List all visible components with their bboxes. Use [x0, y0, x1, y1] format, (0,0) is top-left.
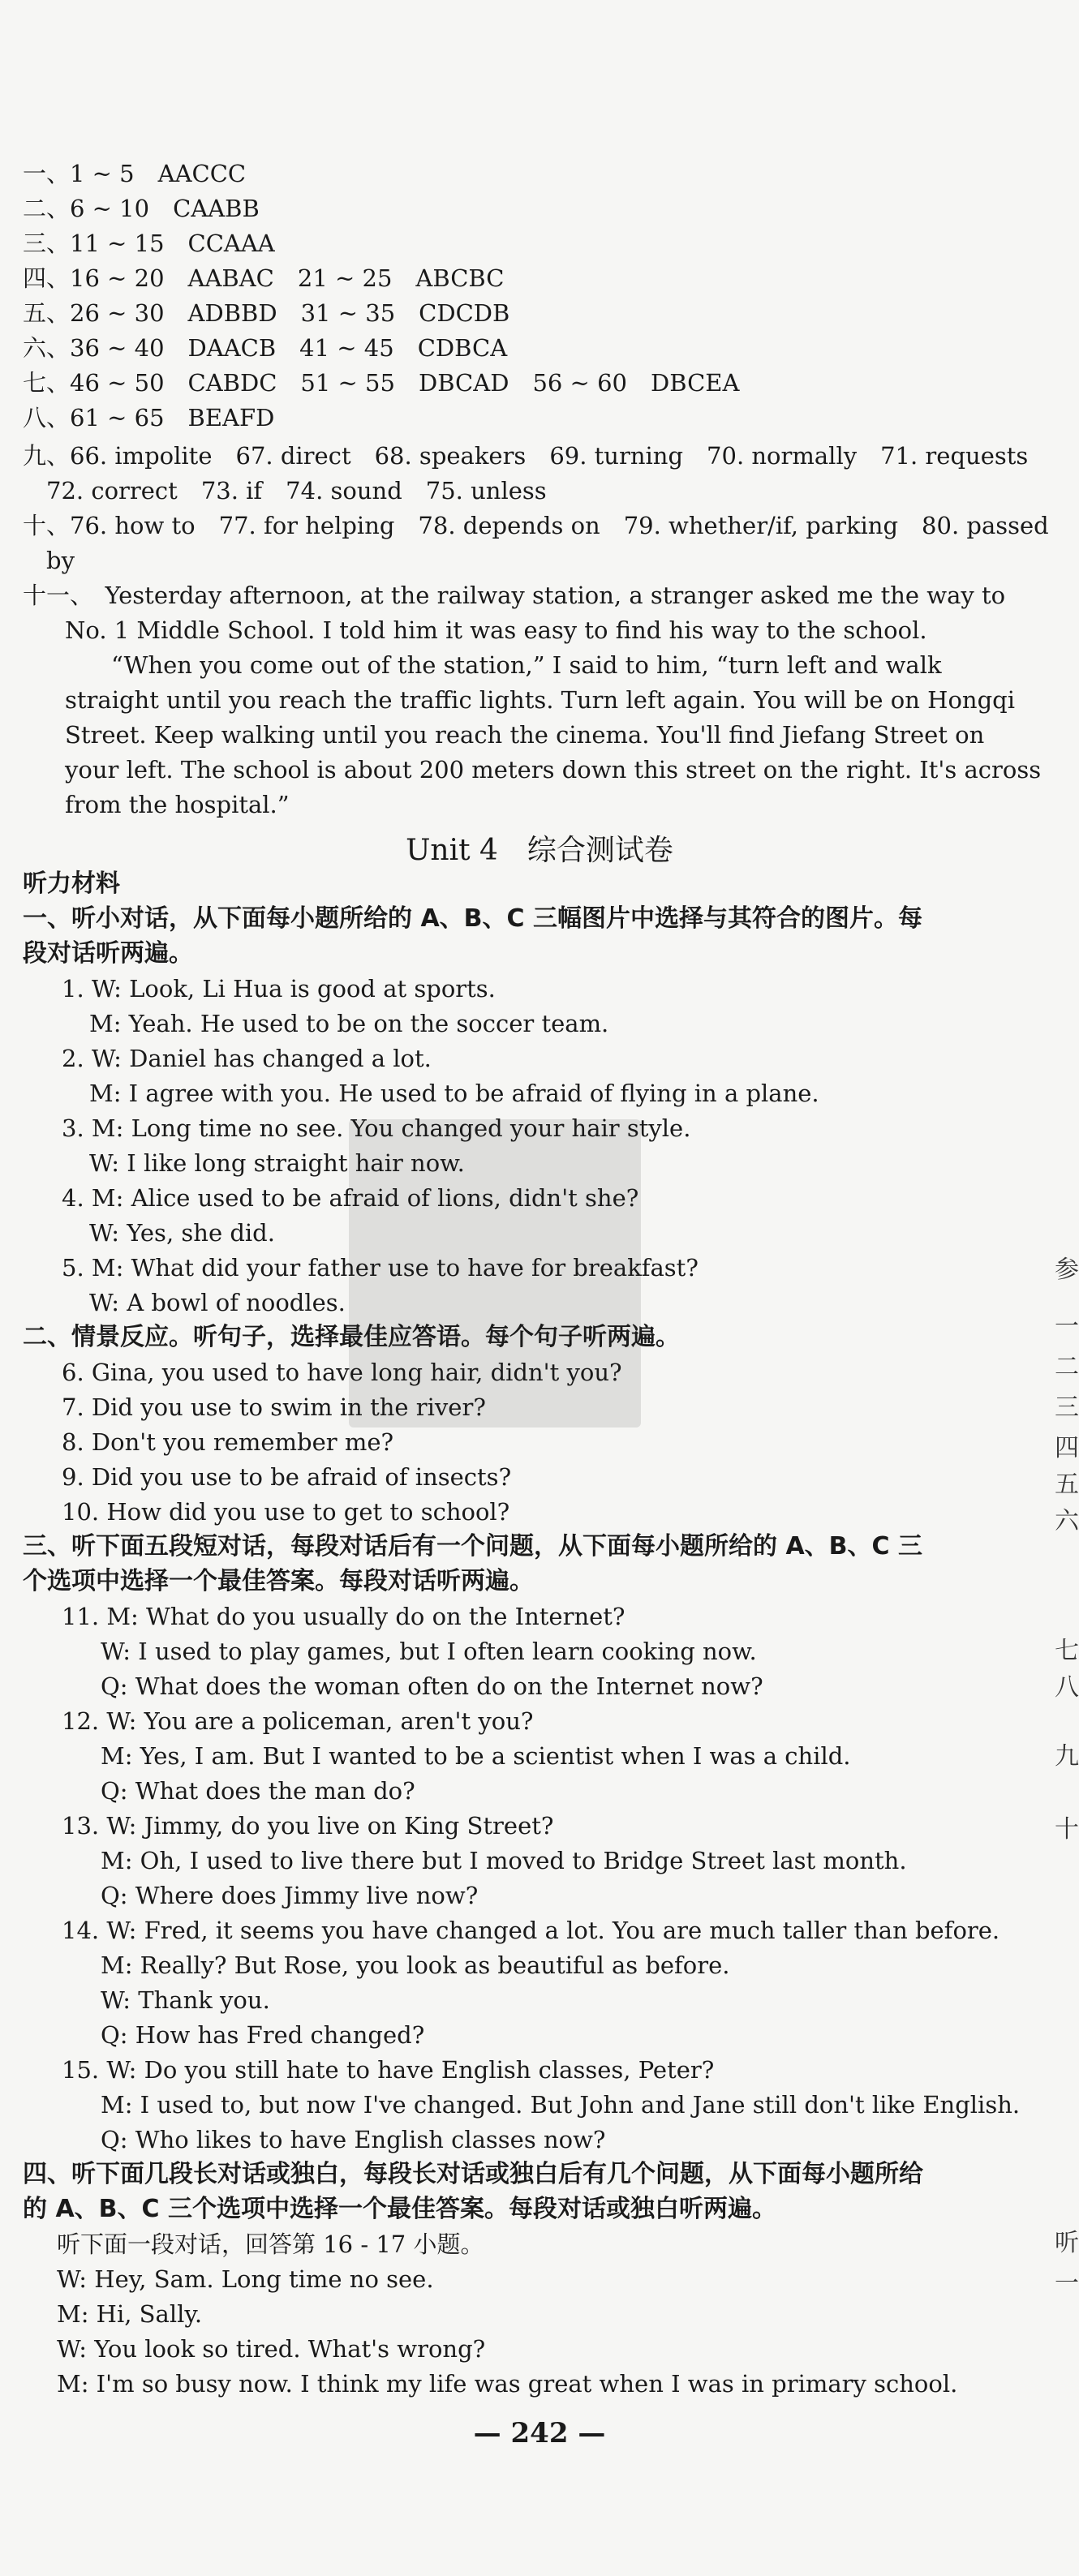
- dialogue-line: M: I agree with you. He used to be afraid of flying in a plane.: [89, 1080, 819, 1107]
- answer-line: 十、76. how to 77. for helping 78. depends on 79. whether/if, parking 80. passed: [23, 512, 1049, 539]
- sentence-line: 10. How did you use to get to school?: [62, 1498, 510, 1526]
- dialogue-line: W: Hey, Sam. Long time no see.: [57, 2265, 434, 2293]
- edge-glyph: 九: [1055, 1742, 1079, 1771]
- section-heading: 三、听下面五段短对话，每段对话后有一个问题，从下面每小题所给的 A、B、C 三: [23, 1532, 922, 1561]
- edge-glyph: 五: [1055, 1470, 1079, 1499]
- answer-line: 四、16 ~ 20 AABAC 21 ~ 25 ABCBC: [23, 264, 505, 292]
- dialogue-line: M: Yes, I am. But I wanted to be a scientist when I was a child.: [101, 1742, 851, 1770]
- dialogue-line: W: A bowl of noodles.: [89, 1289, 346, 1316]
- answer-line: 三、11 ~ 15 CCAAA: [23, 230, 275, 257]
- dialogue-line: Q: Who likes to have English classes now?: [101, 2126, 606, 2153]
- essay-line: Street. Keep walking until you reach the cinema. You'll find Jiefang Street on: [65, 721, 985, 749]
- sentence-line: 8. Don't you remember me?: [62, 1428, 394, 1456]
- dialogue-line: M: Really? But Rose, you look as beautiful as before.: [101, 1951, 730, 1979]
- dialogue-line: Q: What does the woman often do on the Internet now?: [101, 1672, 763, 1700]
- section-heading: 四、听下面几段长对话或独白，每段长对话或独白后有几个问题，从下面每小题所给: [23, 2160, 923, 2188]
- essay-line: No. 1 Middle School. I told him it was easy to find his way to the school.: [65, 616, 927, 644]
- dialogue-line: 13. W: Jimmy, do you live on King Street?: [62, 1812, 554, 1840]
- dialogue-line: M: Hi, Sally.: [57, 2300, 203, 2328]
- answer-line: 五、26 ~ 30 ADBBD 31 ~ 35 CDCDB: [23, 299, 510, 327]
- answer-line: 二、6 ~ 10 CAABB: [23, 195, 260, 222]
- section-heading: 的 A、B、C 三个选项中选择一个最佳答案。每段对话或独白听两遍。: [23, 2195, 776, 2223]
- sentence-line: 7. Did you use to swim in the river?: [62, 1393, 486, 1421]
- essay-line: from the hospital.”: [65, 791, 290, 818]
- dialogue-line: 12. W: You are a policeman, aren't you?: [62, 1707, 534, 1735]
- dialogue-line: M: Oh, I used to live there but I moved to Bridge Street last month.: [101, 1847, 907, 1874]
- section-heading: 个选项中选择一个最佳答案。每段对话听两遍。: [23, 1567, 534, 1595]
- answer-line: 72. correct 73. if 74. sound 75. unless: [23, 477, 547, 504]
- dialogue-line: M: Yeah. He used to be on the soccer team.: [89, 1010, 609, 1037]
- edge-glyph: 四: [1055, 1434, 1079, 1462]
- dialogue-line: Q: What does the man do?: [101, 1777, 415, 1805]
- unit-title: Unit 4 综合测试卷: [406, 834, 673, 867]
- essay-line: “When you come out of the station,” I said to him, “turn left and walk: [88, 651, 942, 679]
- dialogue-line: 1. W: Look, Li Hua is good at sports.: [62, 975, 496, 1002]
- essay-line: 十一、 Yesterday afternoon, at the railway station, a stranger asked me the way to: [23, 582, 1006, 609]
- dialogue-line: 3. M: Long time no see. You changed your hair style.: [62, 1114, 691, 1142]
- dialogue-line: 15. W: Do you still hate to have English classes, Peter?: [62, 2056, 715, 2084]
- edge-glyph: 七: [1055, 1637, 1079, 1665]
- sentence-line: 9. Did you use to be afraid of insects?: [62, 1463, 512, 1491]
- listening-label: 听力材料: [23, 869, 120, 898]
- dialogue-line: 5. M: What did your father use to have for breakfast?: [62, 1254, 699, 1282]
- dialogue-line: W: I like long straight hair now.: [89, 1149, 465, 1177]
- answer-line: 六、36 ~ 40 DAACB 41 ~ 45 CDBCA: [23, 334, 508, 362]
- answer-line: 九、66. impolite 67. direct 68. speakers 69. turning 70. normally 71. requests: [23, 442, 1029, 470]
- section-heading: 一、听小对话，从下面每小题所给的 A、B、C 三幅图片中选择与其符合的图片。每: [23, 904, 922, 933]
- edge-glyph: 一: [1055, 2269, 1079, 2298]
- dialogue-line: M: I used to, but now I've changed. But John and Jane still don't like English.: [101, 2091, 1021, 2119]
- answer-line: 七、46 ~ 50 CABDC 51 ~ 55 DBCAD 56 ~ 60 DBCEA: [23, 369, 740, 397]
- edge-glyph: 参: [1055, 1256, 1079, 1284]
- dialogue-line: W: Thank you.: [101, 1986, 270, 2014]
- essay-line: straight until you reach the traffic lights. Turn left again. You will be on Hongqi: [65, 686, 1015, 714]
- edge-glyph: 二: [1055, 1353, 1079, 1381]
- answer-line: 八、61 ~ 65 BEAFD: [23, 404, 275, 431]
- answer-line: by: [23, 547, 75, 574]
- dialogue-line: Q: How has Fred changed?: [101, 2021, 425, 2049]
- section-heading: 段对话听两遍。: [23, 939, 193, 968]
- page-number: — 242 —: [473, 2417, 606, 2449]
- essay-line: your left. The school is about 200 meters down this street on the right. It's across: [65, 756, 1042, 784]
- edge-glyph: 听: [1055, 2229, 1079, 2257]
- dialogue-line: 11. M: What do you usually do on the Internet?: [62, 1603, 625, 1630]
- dialogue-line: 14. W: Fred, it seems you have changed a lot. You are much taller than before.: [62, 1917, 1000, 1944]
- section-heading: 二、情景反应。听句子，选择最佳应答语。每个句子听两遍。: [23, 1323, 680, 1351]
- sentence-line: 6. Gina, you used to have long hair, didn't you?: [62, 1359, 622, 1386]
- instruction-line: 听下面一段对话，回答第 16 - 17 小题。: [57, 2230, 484, 2258]
- answer-line: 一、1 ~ 5 AACCC: [23, 160, 247, 187]
- edge-glyph: 一: [1055, 1312, 1079, 1341]
- dialogue-line: 2. W: Daniel has changed a lot.: [62, 1045, 432, 1072]
- dialogue-line: 4. M: Alice used to be afraid of lions, didn't she?: [62, 1184, 639, 1212]
- edge-glyph: 三: [1055, 1393, 1079, 1422]
- dialogue-line: M: I'm so busy now. I think my life was great when I was in primary school.: [57, 2370, 958, 2398]
- dialogue-line: W: Yes, she did.: [89, 1219, 275, 1247]
- edge-glyph: 八: [1055, 1673, 1079, 1702]
- edge-glyph: 十: [1055, 1815, 1079, 1844]
- dialogue-line: W: You look so tired. What's wrong?: [57, 2335, 486, 2363]
- dialogue-line: W: I used to play games, but I often learn cooking now.: [101, 1638, 757, 1665]
- edge-glyph: 六: [1055, 1507, 1079, 1535]
- dialogue-line: Q: Where does Jimmy live now?: [101, 1882, 479, 1909]
